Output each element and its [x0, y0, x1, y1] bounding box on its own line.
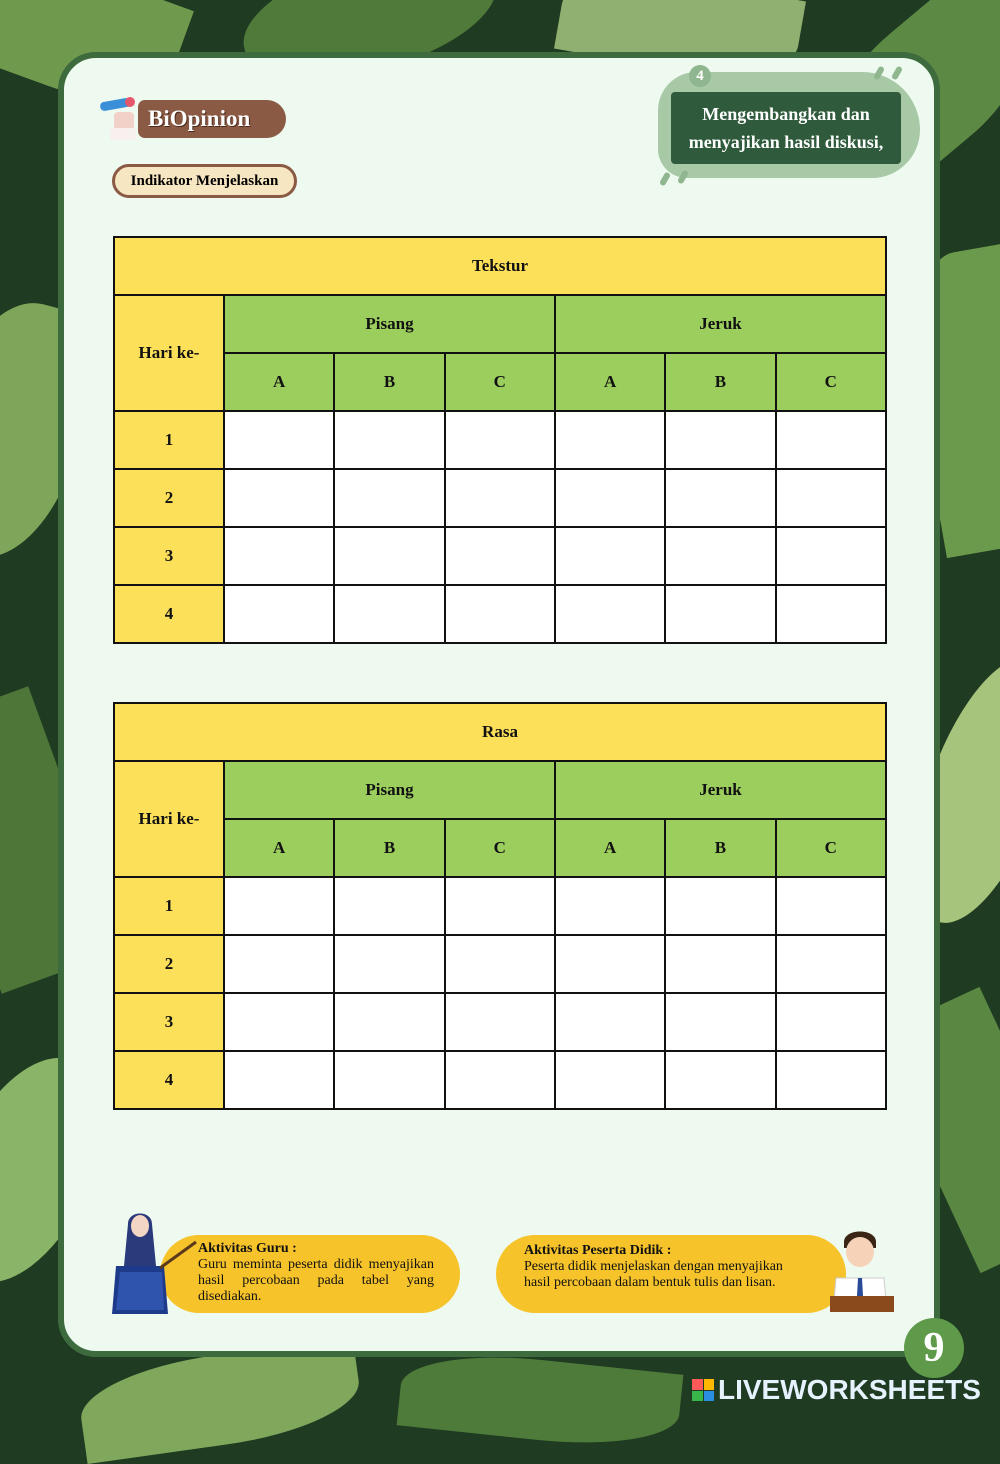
subcolumn-header: B	[334, 819, 444, 877]
answer-cell[interactable]	[665, 1051, 775, 1109]
answer-cell[interactable]	[555, 993, 665, 1051]
answer-cell[interactable]	[334, 1051, 444, 1109]
answer-cell[interactable]	[665, 469, 775, 527]
answer-cell[interactable]	[334, 527, 444, 585]
liveworksheets-logo-icon	[692, 1379, 714, 1401]
answer-cell[interactable]	[224, 527, 334, 585]
answer-cell[interactable]	[334, 877, 444, 935]
subcolumn-header: B	[665, 819, 775, 877]
answer-cell[interactable]	[555, 935, 665, 993]
day-label: 2	[114, 935, 224, 993]
answer-cell[interactable]	[665, 877, 775, 935]
day-label: 4	[114, 1051, 224, 1109]
table-row	[114, 993, 886, 1051]
answer-cell[interactable]	[555, 469, 665, 527]
answer-cell[interactable]	[334, 585, 444, 643]
biopinion-logo	[100, 96, 286, 142]
answer-cell[interactable]	[776, 469, 886, 527]
teacher-activity-title: Aktivitas Guru :	[198, 1241, 297, 1256]
day-label: 4	[114, 585, 224, 643]
answer-cell[interactable]	[555, 1051, 665, 1109]
day-label: 3	[114, 993, 224, 1051]
answer-cell[interactable]	[776, 993, 886, 1051]
step-title	[671, 92, 901, 164]
logo-title: BiOpinion	[138, 100, 286, 138]
table-row	[114, 877, 886, 935]
day-label: 3	[114, 527, 224, 585]
answer-cell[interactable]	[665, 993, 775, 1051]
answer-cell[interactable]	[224, 935, 334, 993]
subcolumn-header: B	[334, 353, 444, 411]
group-header-jeruk: Jeruk	[555, 295, 886, 353]
table-row	[114, 469, 886, 527]
watermark-text: LIVEWORKSHEETS	[718, 1374, 981, 1405]
step-title-line1: Mengembangkan dan	[702, 104, 870, 124]
subcolumn-header: A	[555, 353, 665, 411]
subcolumn-header: C	[776, 353, 886, 411]
answer-cell[interactable]	[224, 993, 334, 1051]
answer-cell[interactable]	[555, 411, 665, 469]
table-title: Rasa	[114, 703, 886, 761]
table-title: Tekstur	[114, 237, 886, 295]
teacher-figure-icon	[106, 1206, 198, 1314]
answer-cell[interactable]	[776, 585, 886, 643]
answer-cell[interactable]	[224, 1051, 334, 1109]
rasa-table	[113, 702, 887, 1110]
answer-cell[interactable]	[445, 469, 555, 527]
answer-cell[interactable]	[224, 585, 334, 643]
answer-cell[interactable]	[776, 527, 886, 585]
row-header: Hari ke-	[114, 295, 224, 411]
answer-cell[interactable]	[776, 411, 886, 469]
subcolumn-header: A	[555, 819, 665, 877]
answer-cell[interactable]	[776, 935, 886, 993]
answer-cell[interactable]	[445, 1051, 555, 1109]
answer-cell[interactable]	[665, 527, 775, 585]
row-header: Hari ke-	[114, 761, 224, 877]
answer-cell[interactable]	[224, 411, 334, 469]
day-label: 1	[114, 877, 224, 935]
answer-cell[interactable]	[555, 585, 665, 643]
day-label: 2	[114, 469, 224, 527]
answer-cell[interactable]	[555, 527, 665, 585]
teacher-activity-text: Guru meminta peserta didik menyajikan hasil percobaan pada tabel yang disediakan.	[198, 1257, 434, 1304]
subcolumn-header: A	[224, 819, 334, 877]
answer-cell[interactable]	[665, 411, 775, 469]
page-number: 9	[904, 1318, 964, 1378]
group-header-pisang: Pisang	[224, 761, 555, 819]
answer-cell[interactable]	[334, 935, 444, 993]
teacher-activity-box	[160, 1235, 460, 1313]
student-activity-box	[496, 1235, 846, 1313]
answer-cell[interactable]	[665, 585, 775, 643]
tekstur-table	[113, 236, 887, 644]
answer-cell[interactable]	[445, 935, 555, 993]
group-header-jeruk: Jeruk	[555, 761, 886, 819]
table-row	[114, 527, 886, 585]
answer-cell[interactable]	[555, 877, 665, 935]
liveworksheets-watermark	[692, 1374, 981, 1406]
answer-cell[interactable]	[445, 527, 555, 585]
answer-cell[interactable]	[776, 877, 886, 935]
table-row	[114, 935, 886, 993]
subcolumn-header: C	[445, 819, 555, 877]
subcolumn-header: C	[776, 819, 886, 877]
answer-cell[interactable]	[665, 935, 775, 993]
answer-cell[interactable]	[776, 1051, 886, 1109]
student-activity-text: Peserta didik menjelaskan dengan menyajikan hasil percobaan dalam bentuk tulis dan lisan.	[524, 1259, 783, 1290]
subcolumn-header: B	[665, 353, 775, 411]
answer-cell[interactable]	[224, 469, 334, 527]
subcolumn-header: C	[445, 353, 555, 411]
answer-cell[interactable]	[224, 877, 334, 935]
day-label: 1	[114, 411, 224, 469]
step-title-line2: menyajikan hasil diskusi,	[688, 132, 884, 152]
subcolumn-header: A	[224, 353, 334, 411]
answer-cell[interactable]	[334, 993, 444, 1051]
answer-cell[interactable]	[445, 993, 555, 1051]
answer-cell[interactable]	[445, 877, 555, 935]
indicator-badge: Indikator Menjelaskan	[112, 164, 297, 198]
answer-cell[interactable]	[445, 411, 555, 469]
answer-cell[interactable]	[445, 585, 555, 643]
step-number: 4	[689, 65, 711, 87]
table-row	[114, 411, 886, 469]
answer-cell[interactable]	[334, 411, 444, 469]
answer-cell[interactable]	[334, 469, 444, 527]
student-activity-title: Aktivitas Peserta Didik :	[524, 1243, 672, 1258]
student-figure-icon	[828, 1226, 896, 1314]
group-header-pisang: Pisang	[224, 295, 555, 353]
table-row	[114, 1051, 886, 1109]
table-row	[114, 585, 886, 643]
